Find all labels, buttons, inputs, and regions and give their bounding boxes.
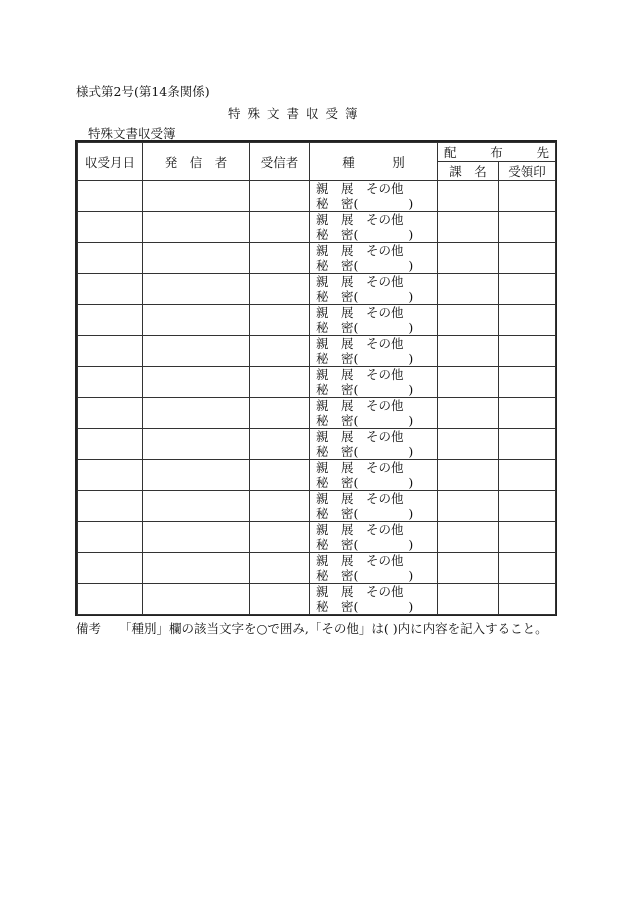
kind-options-line1: 親 展 その他 <box>316 212 404 227</box>
cell-received-date[interactable] <box>78 491 143 522</box>
table-row <box>78 243 556 274</box>
cell-receipt-stamp[interactable] <box>499 553 556 584</box>
kind-options-line1: 親 展 その他 <box>316 553 404 568</box>
cell-receipt-stamp[interactable] <box>499 367 556 398</box>
cell-kind <box>310 181 438 212</box>
cell-receiver[interactable] <box>250 584 310 615</box>
cell-sender[interactable] <box>143 212 250 243</box>
cell-sender[interactable] <box>143 336 250 367</box>
cell-kind <box>310 429 438 460</box>
table-row <box>78 584 556 615</box>
cell-department[interactable] <box>438 429 499 460</box>
table-row <box>78 181 556 212</box>
kind-options-line2: 秘 密( ) <box>316 351 414 366</box>
kind-options-line2: 秘 密( ) <box>316 413 414 428</box>
cell-receiver[interactable] <box>250 460 310 491</box>
cell-receiver[interactable] <box>250 553 310 584</box>
form-number: 様式第2号(第14条関係) <box>76 84 210 99</box>
cell-kind <box>310 212 438 243</box>
cell-department[interactable] <box>438 522 499 553</box>
cell-receipt-stamp[interactable] <box>499 181 556 212</box>
cell-sender[interactable] <box>143 398 250 429</box>
cell-kind <box>310 243 438 274</box>
cell-receiver[interactable] <box>250 181 310 212</box>
cell-received-date[interactable] <box>78 522 143 553</box>
cell-kind <box>310 460 438 491</box>
remarks-note <box>76 619 548 637</box>
cell-department[interactable] <box>438 491 499 522</box>
header-distribution: 配 布 先 <box>438 143 556 162</box>
cell-receiver[interactable] <box>250 305 310 336</box>
cell-kind <box>310 491 438 522</box>
cell-receipt-stamp[interactable] <box>499 274 556 305</box>
cell-receiver[interactable] <box>250 398 310 429</box>
table-row <box>78 491 556 522</box>
cell-department[interactable] <box>438 305 499 336</box>
cell-receiver[interactable] <box>250 212 310 243</box>
kind-options-line1: 親 展 その他 <box>316 522 404 537</box>
remarks-text: 「種別」欄の該当文字を○で囲み,「その他」は( )内に内容を記入すること。 <box>119 621 548 636</box>
table-row <box>78 429 556 460</box>
cell-received-date[interactable] <box>78 553 143 584</box>
cell-receiver[interactable] <box>250 243 310 274</box>
cell-received-date[interactable] <box>78 181 143 212</box>
cell-kind <box>310 305 438 336</box>
kind-options-line2: 秘 密( ) <box>316 568 414 583</box>
cell-receiver[interactable] <box>250 429 310 460</box>
kind-options-line2: 秘 密( ) <box>316 599 414 614</box>
cell-received-date[interactable] <box>78 274 143 305</box>
kind-options-line1: 親 展 その他 <box>316 584 404 599</box>
register-table <box>77 142 556 615</box>
cell-receiver[interactable] <box>250 336 310 367</box>
table-row <box>78 336 556 367</box>
cell-receipt-stamp[interactable] <box>499 243 556 274</box>
cell-department[interactable] <box>438 212 499 243</box>
cell-received-date[interactable] <box>78 584 143 615</box>
kind-options-line1: 親 展 その他 <box>316 243 404 258</box>
cell-received-date[interactable] <box>78 398 143 429</box>
cell-received-date[interactable] <box>78 305 143 336</box>
cell-department[interactable] <box>438 584 499 615</box>
cell-receiver[interactable] <box>250 491 310 522</box>
cell-sender[interactable] <box>143 243 250 274</box>
kind-options-line2: 秘 密( ) <box>316 258 414 273</box>
cell-sender[interactable] <box>143 584 250 615</box>
cell-received-date[interactable] <box>78 460 143 491</box>
kind-options-line2: 秘 密( ) <box>316 196 414 211</box>
cell-department[interactable] <box>438 243 499 274</box>
cell-department[interactable] <box>438 398 499 429</box>
kind-options-line1: 親 展 その他 <box>316 429 404 444</box>
cell-department[interactable] <box>438 460 499 491</box>
kind-options-line1: 親 展 その他 <box>316 274 404 289</box>
kind-options-line2: 秘 密( ) <box>316 289 414 304</box>
cell-received-date[interactable] <box>78 429 143 460</box>
kind-options-line2: 秘 密( ) <box>316 382 414 397</box>
table-row <box>78 398 556 429</box>
table-row <box>78 460 556 491</box>
cell-sender[interactable] <box>143 181 250 212</box>
cell-receiver[interactable] <box>250 522 310 553</box>
cell-sender[interactable] <box>143 460 250 491</box>
kind-options-line1: 親 展 その他 <box>316 181 404 196</box>
cell-receipt-stamp[interactable] <box>499 212 556 243</box>
cell-sender[interactable] <box>143 522 250 553</box>
cell-department[interactable] <box>438 274 499 305</box>
kind-options-line2: 秘 密( ) <box>316 227 414 242</box>
cell-kind <box>310 367 438 398</box>
kind-options-line2: 秘 密( ) <box>316 537 414 552</box>
kind-options-line1: 親 展 その他 <box>316 460 404 475</box>
kind-options-line1: 親 展 その他 <box>316 305 404 320</box>
table-row <box>78 212 556 243</box>
document-title: 特殊文書収受簿 <box>228 106 365 121</box>
cell-receipt-stamp[interactable] <box>499 584 556 615</box>
header-receipt-stamp: 受領印 <box>499 162 556 181</box>
kind-options-line1: 親 展 その他 <box>316 398 404 413</box>
register-table-frame <box>75 140 557 616</box>
cell-received-date[interactable] <box>78 336 143 367</box>
register-label: 特殊文書収受簿 <box>88 126 176 141</box>
kind-options-line1: 親 展 その他 <box>316 491 404 506</box>
table-row <box>78 522 556 553</box>
cell-sender[interactable] <box>143 305 250 336</box>
table-row <box>78 553 556 584</box>
cell-received-date[interactable] <box>78 212 143 243</box>
cell-sender[interactable] <box>143 491 250 522</box>
cell-kind <box>310 336 438 367</box>
kind-options-line1: 親 展 その他 <box>316 336 404 351</box>
cell-department[interactable] <box>438 336 499 367</box>
cell-kind <box>310 398 438 429</box>
kind-options-line2: 秘 密( ) <box>316 320 414 335</box>
cell-kind <box>310 553 438 584</box>
cell-receipt-stamp[interactable] <box>499 460 556 491</box>
cell-receipt-stamp[interactable] <box>499 429 556 460</box>
header-receiver: 受信者 <box>250 143 310 181</box>
kind-options-line2: 秘 密( ) <box>316 475 414 490</box>
register-table-body <box>78 181 556 615</box>
cell-receipt-stamp[interactable] <box>499 336 556 367</box>
kind-options-line1: 親 展 その他 <box>316 367 404 382</box>
cell-receipt-stamp[interactable] <box>499 491 556 522</box>
remarks-label: 備考 <box>76 621 102 636</box>
cell-receiver[interactable] <box>250 367 310 398</box>
header-department: 課 名 <box>438 162 499 181</box>
kind-options-line2: 秘 密( ) <box>316 444 414 459</box>
cell-received-date[interactable] <box>78 367 143 398</box>
kind-options-line2: 秘 密( ) <box>316 506 414 521</box>
cell-kind <box>310 274 438 305</box>
cell-department[interactable] <box>438 181 499 212</box>
cell-department[interactable] <box>438 553 499 584</box>
table-row <box>78 274 556 305</box>
cell-kind <box>310 522 438 553</box>
header-sender: 発 信 者 <box>143 143 250 181</box>
table-row <box>78 305 556 336</box>
cell-sender[interactable] <box>143 429 250 460</box>
cell-receipt-stamp[interactable] <box>499 398 556 429</box>
cell-sender[interactable] <box>143 367 250 398</box>
cell-receiver[interactable] <box>250 274 310 305</box>
cell-sender[interactable] <box>143 553 250 584</box>
cell-receipt-stamp[interactable] <box>499 305 556 336</box>
header-received-date: 収受月日 <box>78 143 143 181</box>
cell-receipt-stamp[interactable] <box>499 522 556 553</box>
header-kind: 種 別 <box>310 143 438 181</box>
cell-received-date[interactable] <box>78 243 143 274</box>
cell-sender[interactable] <box>143 274 250 305</box>
table-row <box>78 367 556 398</box>
cell-department[interactable] <box>438 367 499 398</box>
cell-kind <box>310 584 438 615</box>
